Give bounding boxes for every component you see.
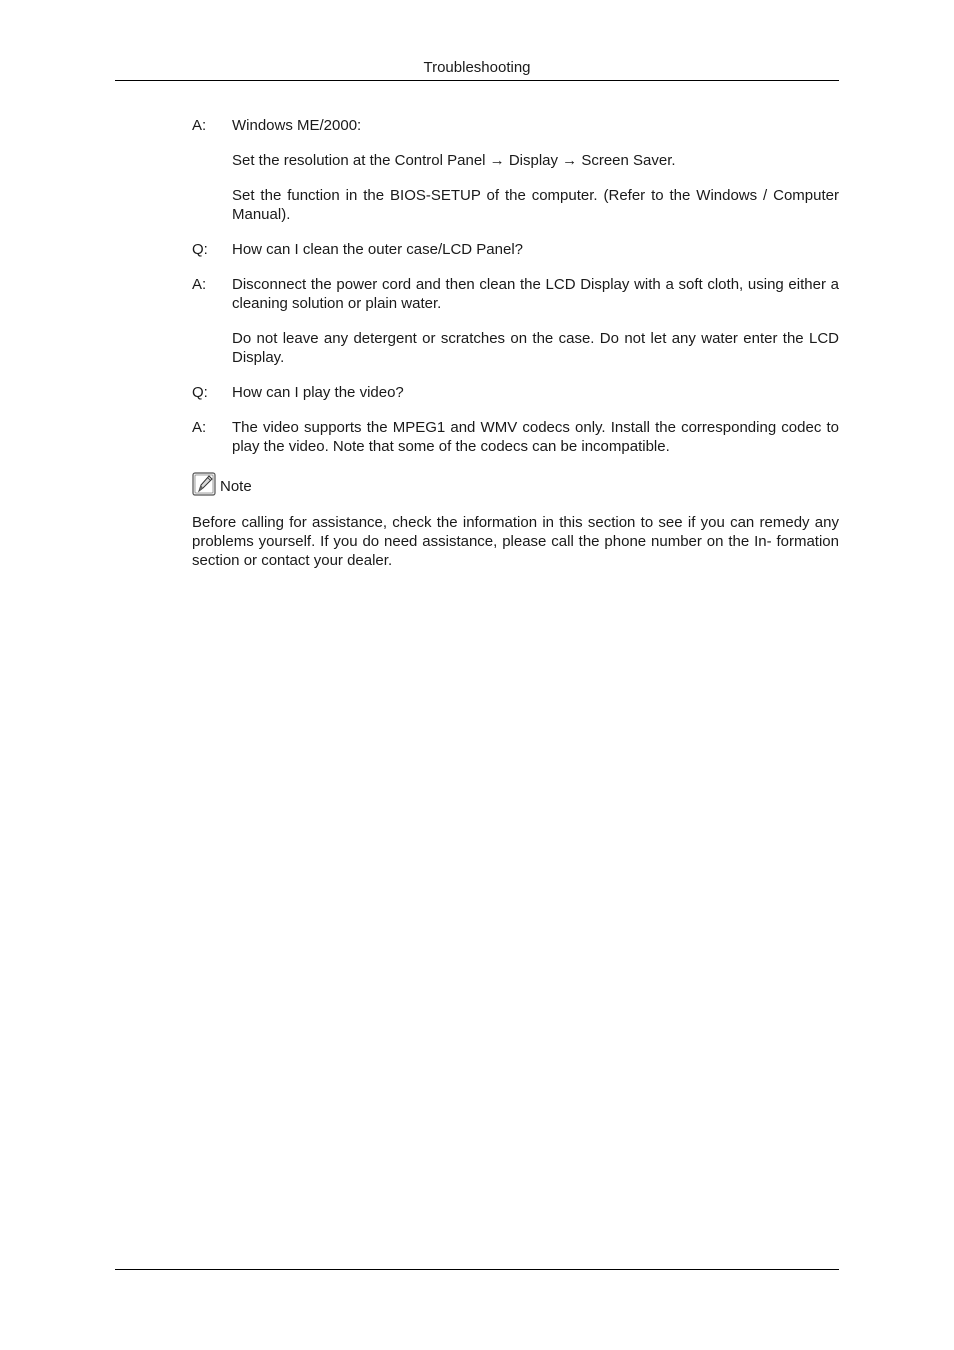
answer-text xyxy=(232,116,839,224)
paragraph: Disconnect the power cord and then clean the LCD Display with a soft cloth, using either a cleaning solution or plain water. xyxy=(232,276,839,312)
note-label: Note xyxy=(220,478,252,495)
document-body xyxy=(192,116,839,570)
question-block xyxy=(192,240,839,259)
note-text: Before calling for assistance, check the information in this section to see if you can remedy any problems yourself. If you do need assistance, please call the phone number on the In- formation section or contact your dealer. xyxy=(192,514,839,569)
note-heading xyxy=(192,472,839,496)
paragraph: Set the resolution at the Control Panel → Display → Screen Saver. xyxy=(232,152,676,169)
page-title: Troubleshooting xyxy=(423,59,531,76)
paragraph: Windows ME/2000: xyxy=(232,117,362,134)
answer-text xyxy=(232,275,839,367)
qa-prefix: A: xyxy=(192,419,207,436)
qa-prefix: A: xyxy=(192,117,207,134)
paragraph: The video supports the MPEG1 and WMV codecs only. Install the corresponding codec to play the video. Note that some of the codecs can be incompatible. xyxy=(232,419,839,455)
answer-block xyxy=(192,418,839,456)
answer-text xyxy=(232,418,839,456)
question-text xyxy=(232,383,839,402)
qa-prefix: A: xyxy=(192,276,207,293)
question-text xyxy=(232,240,839,259)
paragraph: How can I play the video? xyxy=(232,384,404,401)
paragraph: Do not leave any detergent or scratches on the case. Do not let any water enter the LCD Display. xyxy=(232,330,839,366)
paragraph: Set the function in the BIOS-SETUP of the computer. (Refer to the Windows / Computer Manual). xyxy=(232,187,839,223)
answer-block xyxy=(192,275,839,367)
answer-block xyxy=(192,116,839,224)
qa-prefix: Q: xyxy=(192,384,208,401)
note-pencil-icon xyxy=(192,472,216,496)
header-divider xyxy=(115,80,839,81)
paragraph: How can I clean the outer case/LCD Panel? xyxy=(232,241,523,258)
question-block xyxy=(192,383,839,402)
qa-prefix: Q: xyxy=(192,241,208,258)
footer-divider xyxy=(115,1269,839,1270)
